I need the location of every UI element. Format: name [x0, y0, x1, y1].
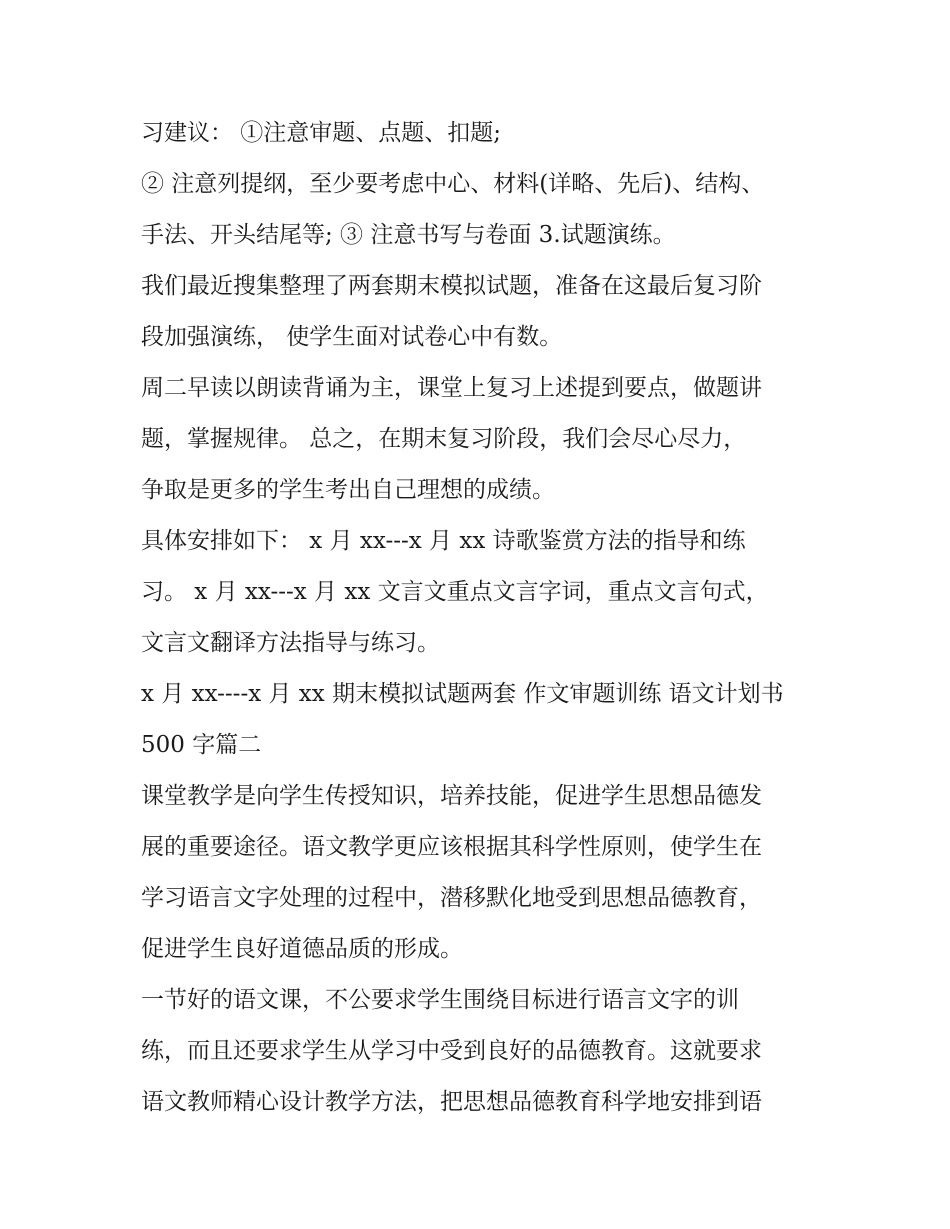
text-line: 练，而且还要求学生从学习中受到良好的品德教育。这就要求 [141, 1038, 762, 1064]
text-line: 具体安排如下： x 月 xx---x 月 xx 诗歌鉴赏方法的指导和练 [141, 528, 746, 554]
document-body [141, 108, 821, 1128]
text-line: x 月 xx----x 月 xx 期末模拟试题两套 作文审题训练 语文计划书 [141, 681, 784, 707]
text-line: 一节好的语文课，不公要求学生围绕目标进行语言文字的训 [141, 987, 739, 1013]
text-line: 段加强演练， 使学生面对试卷心中有数。 [141, 324, 563, 350]
text-line: 语文教师精心设计教学方法，把思想品德教育科学地安排到语 [141, 1089, 762, 1115]
text-line: 展的重要途径。语文教学更应该根据其科学性原则，使学生在 [141, 834, 762, 860]
text-line: 500 字篇二 [141, 732, 262, 758]
text-line: 周二早读以朗读背诵为主，课堂上复习上述提到要点，做题讲 [141, 375, 762, 401]
text-line: 争取是更多的学生考出自己理想的成绩。 [141, 477, 555, 503]
text-line: 学习语言文字处理的过程中，潜移默化地受到思想品德教育， [141, 885, 762, 911]
text-line: 习建议： ①注意审题、点题、扣题; [141, 120, 502, 146]
text-line: ② 注意列提纲，至少要考虑中心、材料(详略、先后)、结构、 [141, 171, 765, 197]
text-line: 课堂教学是向学生传授知识，培养技能，促进学生思想品德发 [141, 783, 762, 809]
text-line: 习。 x 月 xx---x 月 xx 文言文重点文言字词，重点文言句式， [141, 579, 769, 605]
text-line: 文言文翻译方法指导与练习。 [141, 630, 440, 656]
text-line: 题，掌握规律。 总之，在期末复习阶段，我们会尽心尽力， [141, 426, 747, 452]
text-line: 手法、开头结尾等; ③ 注意书写与卷面 3.试题演练。 [141, 222, 676, 248]
text-line: 促进学生良好道德品质的形成。 [141, 936, 463, 962]
text-line: 我们最近搜集整理了两套期末模拟试题，准备在这最后复习阶 [141, 273, 762, 299]
